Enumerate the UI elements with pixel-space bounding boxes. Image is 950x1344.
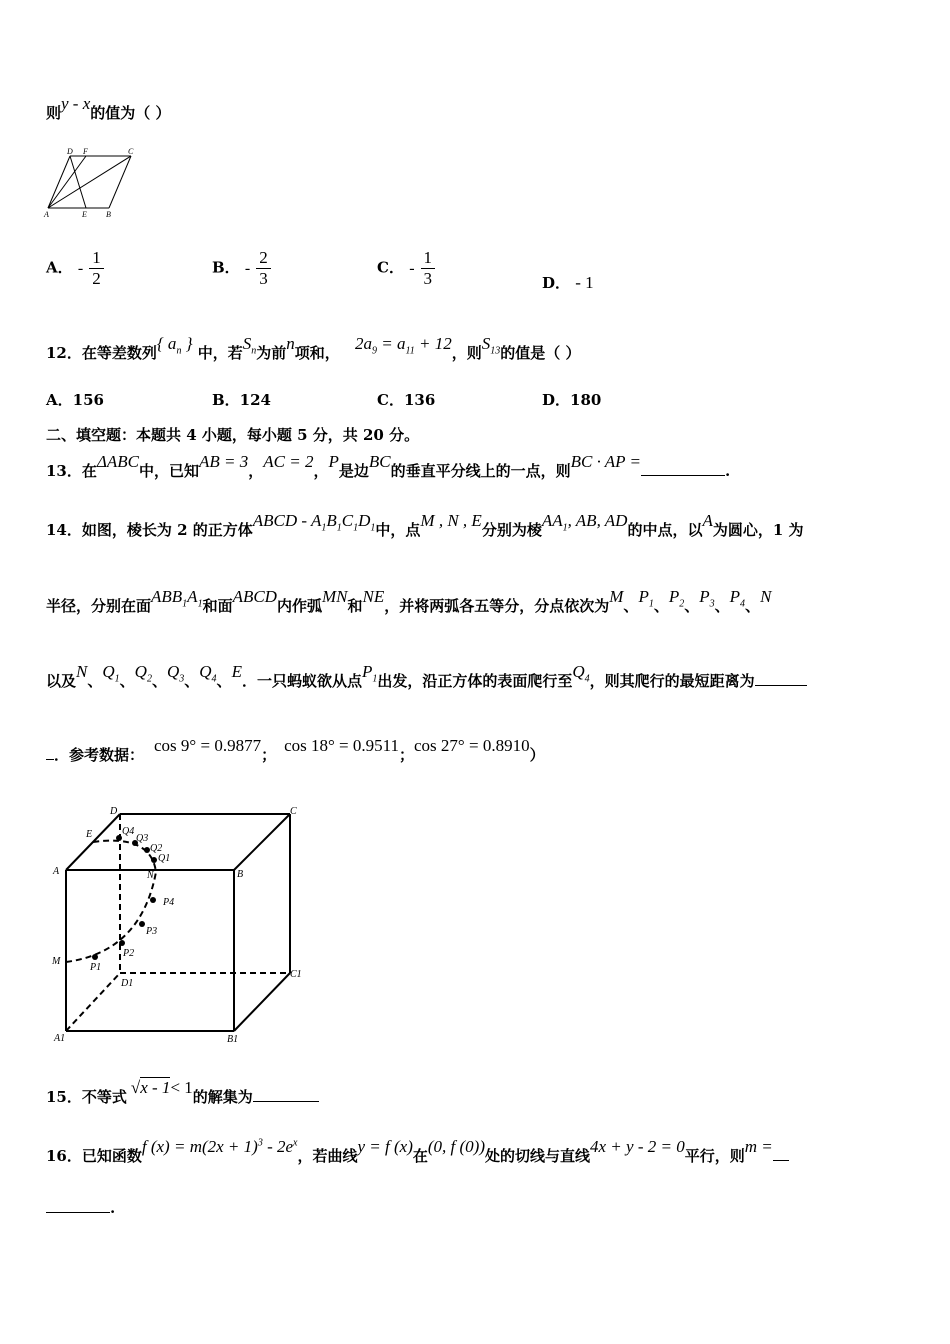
q16-fx-exp-2: x [293, 1137, 298, 1149]
q15-radicand: x - 1 [140, 1078, 171, 1097]
q14-cube-c: C [341, 511, 354, 530]
cube-label-m: M [52, 956, 61, 967]
q16-fx-b: - 2e [262, 1137, 294, 1156]
q14-cube-sub: 1 [370, 522, 376, 534]
q13-ab: AB = 3 [198, 452, 249, 471]
q12-text-4: ，则 [451, 344, 482, 362]
q14-a: A [702, 511, 713, 530]
option-a[interactable] [46, 248, 104, 289]
q16-text-1: ，若曲线 [297, 1147, 358, 1165]
option-letter: B． [212, 258, 240, 277]
q14-point-q3: $Q_3$ [166, 662, 185, 685]
q14-text-6: 和面 [202, 597, 233, 615]
cube-label-e: E [86, 829, 93, 840]
q14-q: Q [199, 662, 212, 681]
fraction-denominator: 2 [92, 269, 101, 288]
fraction-denominator: 3 [423, 269, 433, 288]
q12-s-sub: n [251, 345, 257, 357]
q14-point-p3: $P_3$ [699, 587, 715, 610]
q12-n: n [286, 334, 295, 353]
q16-m: m = [744, 1137, 773, 1156]
cube-label-n: N [147, 870, 154, 881]
q13-triangle: ΔABC [96, 452, 139, 471]
q12-s: S [242, 334, 252, 353]
q14-face1-sub2: 1 [197, 598, 203, 610]
point-p4 [150, 897, 156, 903]
fraction [256, 248, 271, 289]
q15-inequality [131, 1079, 193, 1097]
point-q1 [151, 857, 157, 863]
q13-bc: BC [368, 452, 391, 471]
q16-function [142, 1137, 298, 1156]
question-13 [46, 452, 731, 481]
q14-p: P [668, 587, 680, 606]
q13-text-1: 中，已知 [138, 462, 199, 480]
fig1-label-e: E [82, 210, 87, 219]
q12-option-c[interactable]: C．136 [377, 391, 436, 409]
q14-text-2: 分别为棱 [481, 521, 542, 539]
q14-sep: 、 [216, 672, 232, 690]
q14-cube-sub: 1 [336, 522, 342, 534]
q14-text-8: 和 [347, 597, 363, 615]
q14-point-n: N [76, 662, 88, 681]
q14-text-3: 的中点，以 [627, 521, 703, 539]
answer-blank[interactable] [641, 461, 725, 476]
q14-edge-sub: 1 [562, 522, 568, 534]
intro-prefix: 则 [46, 104, 62, 122]
cube-label-p2: P2 [123, 948, 135, 959]
q14-sep: 、 [119, 672, 135, 690]
point-p1 [92, 954, 98, 960]
q15-text-1: 的解集为 [192, 1088, 253, 1106]
q14-sep: 、 [151, 672, 167, 690]
q14-arc-ne: NE [362, 587, 385, 606]
q12-eq-a-sub: 9 [372, 345, 378, 357]
q14-text-1: 中，点 [375, 521, 421, 539]
fig1-label-b: B [106, 210, 111, 219]
q14-point-e: E [231, 662, 242, 681]
q14-point-p4: $P_4$ [729, 587, 746, 610]
q12-sn [242, 334, 257, 357]
arc-mn [66, 872, 156, 962]
q12-text-2: 为前 [256, 344, 287, 362]
cube-edge-bc [234, 814, 290, 870]
q14-text-7: 内作弧 [276, 597, 322, 615]
sqrt-sign: √ [130, 1078, 141, 1097]
q16-curve: y = f (x) [357, 1137, 413, 1156]
q14-text-5: 半径，分别在面 [46, 597, 152, 615]
q14-cube [252, 511, 376, 534]
cube-label-c1: C1 [290, 969, 302, 980]
q12-seq-a: { a [156, 334, 177, 353]
q13-comma: ， [248, 462, 264, 480]
q14-point-q2: $Q_2$ [134, 662, 152, 685]
q16-end: . [110, 1199, 116, 1217]
q16-text-4: 平行，则 [684, 1147, 745, 1165]
fig1-label-c: C [128, 147, 134, 156]
q14-text-10: 以及 [46, 672, 77, 690]
cube-figure [46, 800, 316, 1050]
q12-text-3: 项和， [294, 344, 340, 362]
q12-text-1: 中，若 [197, 344, 243, 362]
cube-label-d: D [110, 806, 118, 817]
question-14-line-3 [46, 662, 807, 693]
cube-label-a1: A1 [54, 1033, 66, 1044]
fraction [89, 248, 104, 289]
fraction-denominator: 3 [259, 269, 268, 288]
question-16 [46, 1137, 789, 1166]
option-value: - 1 [575, 273, 594, 292]
q14-face1-a: ABB [151, 587, 183, 606]
question-14-line-2 [46, 587, 772, 618]
cube-label-q4: Q4 [122, 826, 135, 837]
q12-option-a[interactable]: A．156 [46, 391, 104, 409]
option-d[interactable] [542, 272, 594, 293]
q14-point-m: M [609, 587, 624, 606]
q14-semicolon: ； [261, 746, 277, 764]
answer-blank[interactable] [755, 671, 807, 686]
q14-p: P [361, 662, 373, 681]
q14-semicolon: ； [399, 746, 415, 764]
q14-arc-mn: MN [321, 587, 348, 606]
q14-sep: 、 [714, 597, 730, 615]
q12-equation [355, 334, 452, 357]
q14-number: 14．如图，棱长为 2 的正方体 [46, 521, 253, 539]
q14-p: P [729, 587, 741, 606]
q14-text-9: ，并将两弧各五等分，分点依次为 [384, 597, 610, 615]
q14-edge-aa: AA [541, 511, 563, 530]
q14-sep: 、 [184, 672, 200, 690]
q14-p: P [699, 587, 710, 606]
q14-point-p1: $P_1$ [638, 587, 654, 610]
fig1-label-f: F [83, 147, 88, 156]
cube-label-d1: D1 [121, 978, 134, 989]
q13-number: 13．在 [46, 462, 97, 480]
q15-number: 15．不等式 [46, 1088, 127, 1106]
intro-expr: y - x [61, 94, 91, 113]
q14-sep: 、 [653, 597, 669, 615]
q14-face1 [151, 587, 203, 610]
q14-ref-1: cos 9° = 0.9877 [154, 736, 262, 755]
fraction-numerator: 1 [421, 248, 436, 269]
q14-cube-a: ABCD - A [252, 511, 322, 530]
cube-label-p1: P1 [90, 962, 102, 973]
q14-close: ） [529, 746, 545, 764]
fig1-label-a: A [44, 210, 49, 219]
cube-label-q1: Q1 [158, 853, 171, 864]
q14-text-4: 为圆心，1 为 [712, 521, 804, 539]
option-b[interactable] [212, 248, 271, 289]
q14-ref-2: cos 18° = 0.9511 [284, 736, 399, 755]
q14-sep: 、 [87, 672, 103, 690]
q12-eq-a: 2a [355, 334, 373, 353]
cube-edge-b1c1 [234, 973, 290, 1031]
q14-text-11: ．一只蚂蚁欲从点 [241, 672, 362, 690]
answer-blank[interactable] [773, 1146, 789, 1161]
q13-end: . [724, 462, 731, 480]
cube-label-q2: Q2 [150, 843, 163, 854]
fraction-numerator: 1 [89, 248, 104, 269]
fig1-edge-cb [109, 156, 131, 208]
q16-point: (0, f (0)) [427, 1137, 485, 1156]
fraction [421, 248, 436, 289]
question-15 [46, 1078, 319, 1107]
q16-fx-a: f (x) = m(2x + 1) [141, 1137, 258, 1156]
option-letter: D． [542, 274, 571, 292]
question-14-line-4 [46, 736, 545, 765]
point-p3 [139, 921, 145, 927]
q12-seq-sub: n [176, 345, 182, 357]
q12-s13-sub: 13 [490, 345, 501, 357]
q14-face1-b: A [187, 587, 198, 606]
answer-blank[interactable] [253, 1087, 319, 1102]
option-c[interactable] [377, 248, 435, 289]
q14-text-12: 出发，沿正方体的表面爬行至 [377, 672, 573, 690]
q13-text-2: 是边 [338, 462, 369, 480]
fraction-numerator: 2 [256, 248, 271, 269]
option-sign: - [244, 259, 251, 277]
q14-face1-sub: 1 [182, 598, 188, 610]
q14-point-q1: $Q_1$ [102, 662, 120, 685]
q14-point-n: N [760, 587, 772, 606]
cube-label-p4: P4 [163, 897, 175, 908]
question-16-line-2 [46, 1198, 115, 1217]
q14-point-p2: $P_2$ [668, 587, 685, 610]
q14-sep: 、 [684, 597, 700, 615]
q12-eq-b: = a [377, 334, 406, 353]
q12-seq-close: } [181, 334, 193, 353]
question-14-line-1 [46, 511, 804, 542]
q13-text-3: 的垂直平分线上的一点，则 [390, 462, 571, 480]
question-intro [46, 94, 171, 123]
q14-text-14: ．参考数据： [54, 746, 145, 764]
answer-blank[interactable] [46, 1198, 110, 1213]
cube-label-q3: Q3 [136, 833, 149, 844]
q14-point-q4: $Q_4$ [199, 662, 217, 685]
q16-text-2: 在 [412, 1147, 428, 1165]
q12-eq-b-sub: 11 [405, 345, 415, 357]
parallelogram-figure [40, 146, 150, 220]
q16-fx-exp: 3 [257, 1137, 263, 1149]
q14-q: Q [572, 662, 585, 681]
q14-q: Q [102, 662, 115, 681]
point-p2 [119, 940, 125, 946]
q14-edge-ab-ad: , AB, AD [567, 511, 628, 530]
q14-q: Q [134, 662, 147, 681]
q12-text-5: 的值是（ ） [500, 344, 581, 362]
q13-p: P [328, 452, 339, 471]
q14-mne: M , N , E [420, 511, 482, 530]
section-heading: 二、填空题：本题共 4 小题，每小题 5 分，共 20 分。 [46, 426, 420, 444]
option-letter: A． [46, 258, 73, 277]
q13-dot-product: BC · AP = [570, 452, 641, 471]
q12-eq-c: + 12 [414, 334, 452, 353]
cube-label-c: C [290, 806, 297, 817]
q13-ac: AC = 2 [263, 452, 314, 471]
q14-start-p1: $P_1$ [361, 662, 378, 685]
q14-text-13: ，则其爬行的最短距离为 [589, 672, 755, 690]
q14-face2: ABCD [232, 587, 277, 606]
q16-line: 4x + y - 2 = 0 [590, 1137, 685, 1156]
answer-blank[interactable] [46, 745, 54, 760]
q14-edges [541, 511, 628, 534]
q12-s13-s: S [481, 334, 491, 353]
q14-end-q4: $Q_4$ [572, 662, 590, 685]
cube-hidden-a1d1 [66, 973, 120, 1031]
option-sign: - [409, 259, 415, 277]
q14-cube-d: D [358, 511, 371, 530]
q12-number: 12．在等差数列 [46, 344, 157, 362]
q14-cube-sub: 1 [353, 522, 359, 534]
cube-label-b1: B1 [227, 1034, 239, 1045]
q12-option-b[interactable]: B．124 [212, 391, 271, 409]
cube-label-p3: P3 [146, 926, 158, 937]
intro-suffix: 的值为（ ） [90, 104, 171, 122]
q14-cube-sub: 1 [321, 522, 327, 534]
arc-ne [93, 841, 156, 872]
cube-label-a: A [53, 866, 60, 877]
q12-option-d[interactable]: D．180 [542, 391, 602, 409]
q14-sep: 、 [623, 597, 639, 615]
q14-cube-b: B [326, 511, 337, 530]
q16-text-3: 处的切线与直线 [485, 1147, 591, 1165]
q14-p: P [638, 587, 649, 606]
q14-ref-3: cos 27° = 0.8910 [414, 736, 530, 755]
q14-q: Q [166, 662, 180, 681]
cube-label-b: B [237, 869, 244, 880]
fig1-diag-ac [48, 156, 131, 208]
q16-number: 16．已知函数 [46, 1147, 142, 1165]
q12-seq [156, 334, 193, 357]
q13-comma-2: ， [313, 462, 329, 480]
option-sign: - [77, 259, 84, 277]
fig1-line-de [70, 156, 86, 208]
option-letter: C． [377, 258, 404, 277]
q14-sep: 、 [745, 597, 761, 615]
fig1-label-d: D [67, 147, 73, 156]
q15-rhs: < 1 [170, 1078, 193, 1097]
question-12 [46, 334, 581, 365]
q12-s13 [481, 334, 501, 357]
